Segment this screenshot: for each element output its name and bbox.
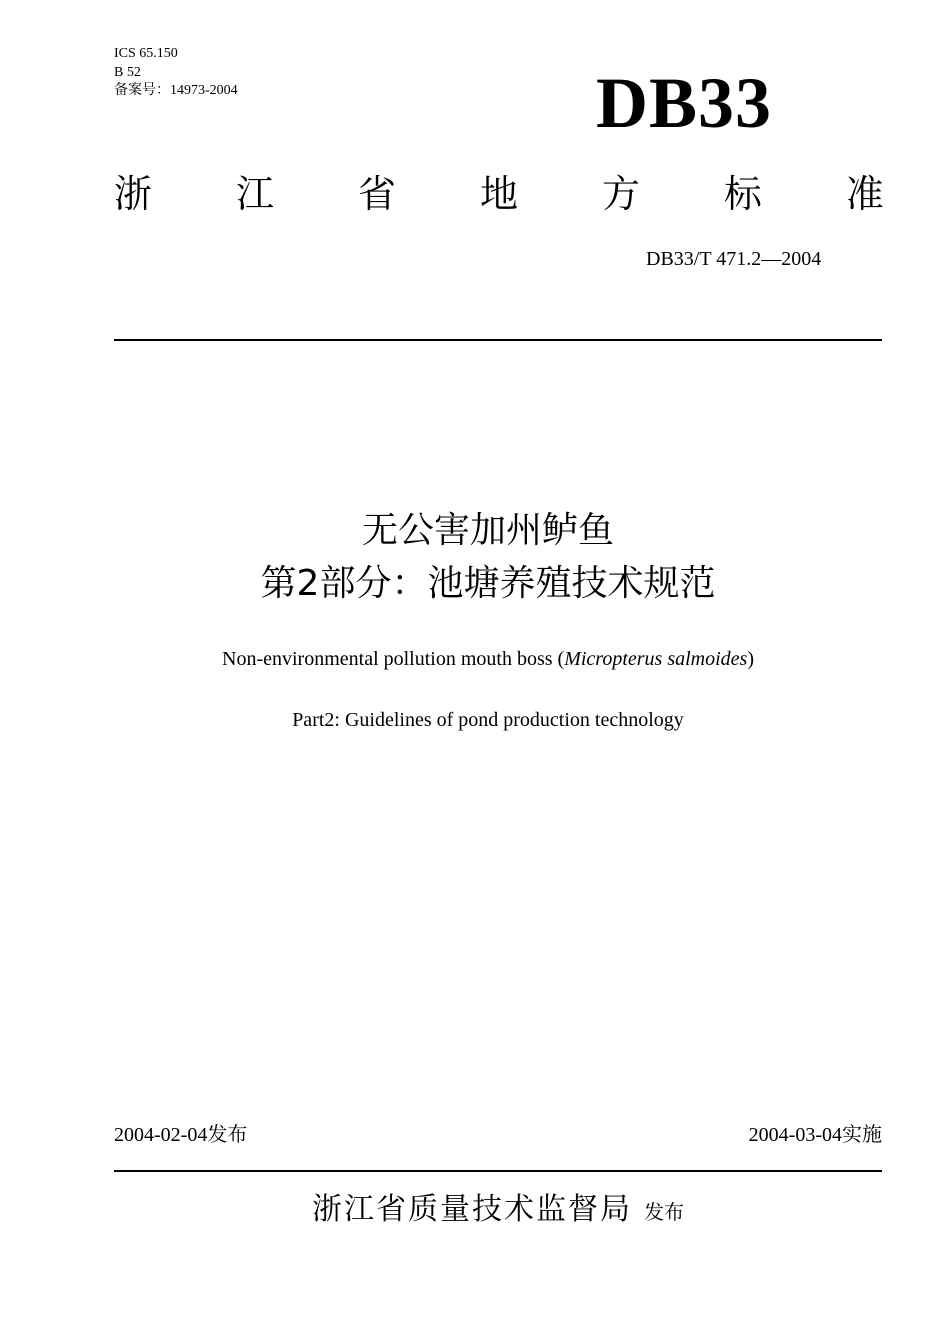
- standard-type-char: 标: [723, 172, 762, 216]
- ics-code: ICS 65.150: [114, 46, 178, 61]
- implement-date-line: [749, 1121, 882, 1148]
- classification-block: [114, 45, 238, 101]
- standard-code-logo: DB33: [596, 63, 773, 143]
- title-en-line1-suffix: ): [747, 648, 754, 670]
- title-cn-line1: 无公害加州鲈鱼: [361, 510, 614, 551]
- title-cn-line2: 第2部分：池塘养殖技术规范: [260, 563, 716, 604]
- ccs-code: B 52: [114, 64, 141, 80]
- standard-type-char: 方: [601, 172, 640, 216]
- filing-number: 备案号：14973-2004: [114, 83, 238, 98]
- title-en-line1: [0, 646, 950, 672]
- issue-date-line: [114, 1121, 247, 1148]
- standard-type-heading: [114, 170, 884, 218]
- implement-date: 2004-03-04: [748, 1124, 842, 1146]
- standard-type-char: 浙: [114, 172, 153, 216]
- issue-label: 发布: [207, 1122, 248, 1146]
- issuer-line: [0, 1184, 950, 1228]
- title-en-line2: Part2: Guidelines of pond production technology: [292, 709, 684, 731]
- issuer-suffix: 发布: [644, 1200, 684, 1224]
- implement-label: 实施: [842, 1122, 882, 1146]
- standard-type-char: 省: [357, 172, 396, 216]
- standard-type-char: 江: [235, 172, 274, 216]
- title-en-scientific-name: Micropterus salmoides: [564, 648, 748, 670]
- top-divider: [114, 339, 882, 341]
- bottom-divider: [114, 1170, 882, 1172]
- issuer-name: 浙江省质量技术监督局: [312, 1192, 632, 1227]
- issue-date: 2004-02-04: [114, 1124, 208, 1146]
- standard-number: DB33/T 471.2—2004: [646, 248, 822, 270]
- standard-type-char: 地: [479, 172, 518, 216]
- title-en-line1-prefix: Non-environmental pollution mouth boss (: [222, 648, 565, 670]
- standard-type-char: 准: [845, 172, 884, 216]
